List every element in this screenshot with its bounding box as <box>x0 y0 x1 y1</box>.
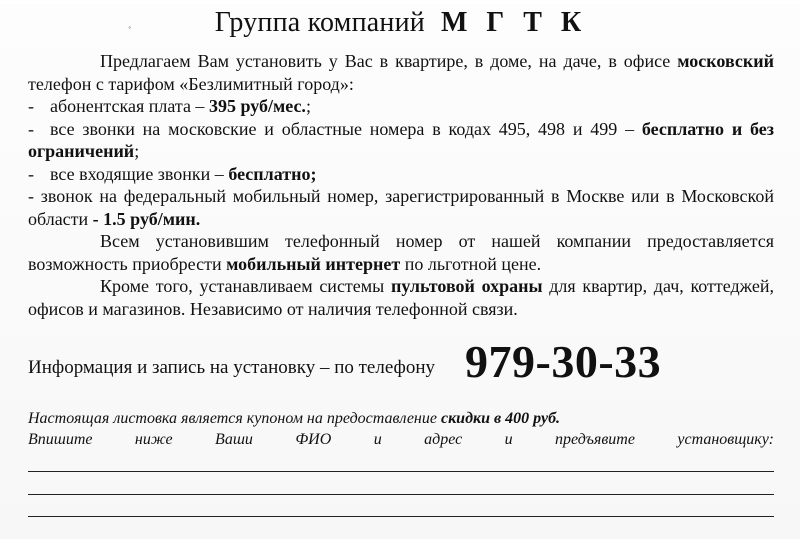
coupon-text-1: Настоящая листовка является купоном на предоставление <box>28 410 441 427</box>
company-header <box>28 4 774 42</box>
coupon-word: предъявите <box>555 431 635 448</box>
security-tail: для квартир, дач, коттеджей, офисов и магазинов. Независимо от наличия телефонной связи. <box>28 276 774 319</box>
bullet-tail: ; <box>134 141 140 161</box>
coupon-word: и <box>504 431 513 448</box>
coupon-word: ФИО <box>295 431 332 448</box>
internet-bold: мобильный интернет <box>226 253 401 274</box>
internet-tail: по льготной цене. <box>400 253 542 274</box>
company-brand-name: М Г Т К <box>440 7 588 38</box>
coupon-line-2 <box>28 429 774 450</box>
bullet-tail: ; <box>305 96 311 116</box>
coupon-word: установщику: <box>677 431 774 448</box>
flyer-page <box>0 4 800 539</box>
internet-text: Всем установившим телефонный номер от нашей компании предоставляется возможность приобрести <box>28 231 774 274</box>
bullet-text: все звонки на московские и областные номера в кодах 495, 498 и 499 – <box>50 118 642 139</box>
coupon-word: и <box>373 431 382 448</box>
coupon-word: Ваши <box>215 431 253 448</box>
coupon-word: Впишите <box>28 431 93 448</box>
offer-bullet-mobile <box>28 185 774 230</box>
coupon-line-1 <box>28 408 774 429</box>
bullet-text: звонок на федеральный мобильный номер, зарегистрированный в Москве или в Московской области <box>28 186 774 229</box>
bullet-dash: - <box>28 96 34 116</box>
phone-number: 979-30-33 <box>465 335 662 387</box>
coupon-text <box>28 408 774 450</box>
coupon-word: ниже <box>134 431 173 448</box>
security-text: Кроме того, устанавливаем системы <box>100 276 391 296</box>
bullet-dash: - <box>28 186 34 206</box>
offer-intro-tariff: телефон с тарифом «Безлимитный город»: <box>28 73 354 94</box>
offer-intro-bold: московский <box>677 51 774 71</box>
bullet-dash: - <box>28 163 34 184</box>
contact-line <box>28 332 774 390</box>
offer-text <box>28 50 774 320</box>
bullet-bold: - 1.5 руб/мин. <box>92 208 201 229</box>
scan-mark-icon: ˚ <box>128 26 132 37</box>
fill-in-line[interactable] <box>28 516 774 517</box>
offer-security <box>28 275 774 320</box>
offer-bullet-calls <box>28 118 774 163</box>
fill-in-line[interactable] <box>28 471 774 472</box>
coupon-word: адрес <box>424 431 463 448</box>
bullet-dash: - <box>28 118 34 139</box>
bullet-bold: бесплатно; <box>228 163 317 184</box>
bullet-text: абонентская плата – <box>50 96 209 116</box>
security-bold: пультовой охраны <box>390 276 543 296</box>
fill-in-line[interactable] <box>28 494 774 495</box>
offer-internet <box>28 230 774 275</box>
offer-bullet-incoming <box>28 163 774 186</box>
bullet-bold: 395 руб/мес. <box>208 96 306 116</box>
bullet-text: все входящие звонки – <box>50 163 229 184</box>
bullet-bold: бесплатно и без ограничений <box>28 118 774 161</box>
company-group-label: Группа компаний <box>214 7 425 38</box>
offer-bullet-fee <box>28 95 774 118</box>
coupon-discount: скидки в 400 руб. <box>440 410 561 427</box>
offer-intro <box>28 50 774 95</box>
contact-label: Информация и запись на установку – по телефону <box>28 357 435 378</box>
offer-intro-text: Предлагаем Вам установить у Вас в квартире, в доме, на даче, в офисе <box>100 51 678 71</box>
